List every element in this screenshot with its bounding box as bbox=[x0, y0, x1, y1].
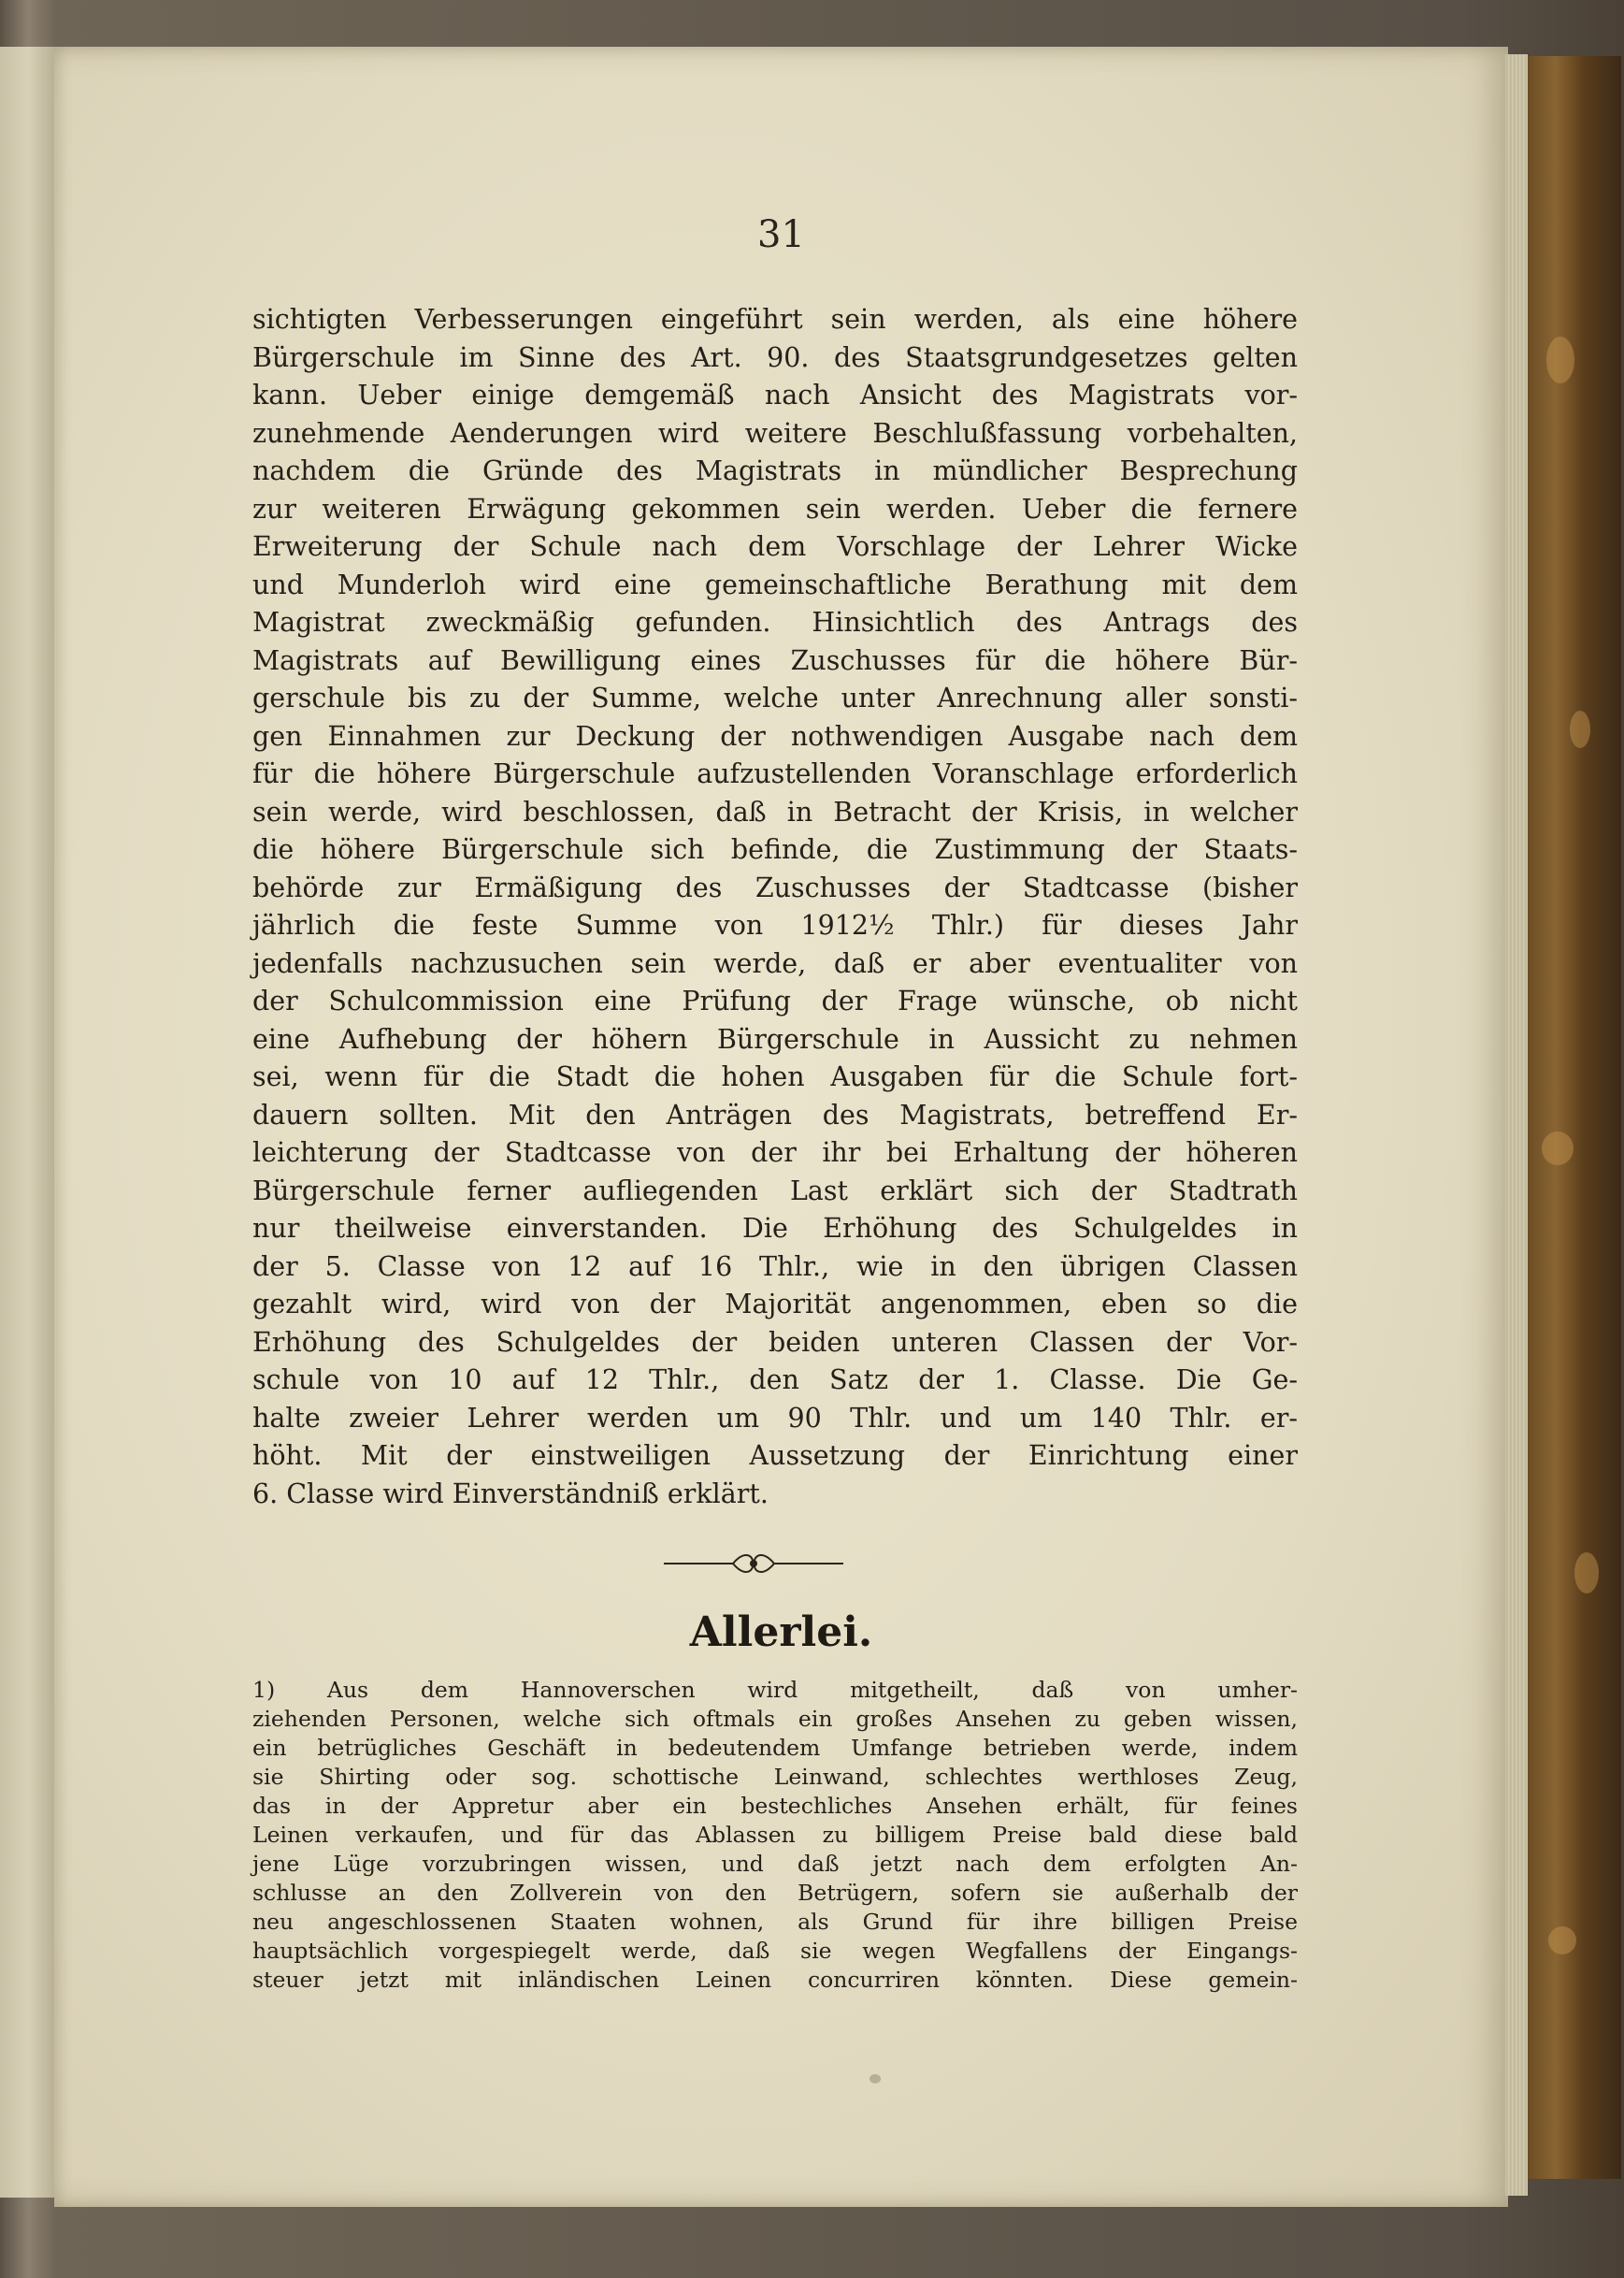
page-number: 31 bbox=[757, 213, 805, 256]
section-text-line: hauptsächlich vorgespiegelt werde, daß sie wegen Wegfallens der Eingangs- bbox=[252, 1938, 1298, 1964]
section-text-line: das in der Appretur aber ein bestechliches Ansehen erhält, für feines bbox=[252, 1793, 1298, 1819]
text-line: Erweiterung der Schule nach dem Vorschlage der Lehrer Wicke bbox=[252, 531, 1298, 562]
text-line: sein werde, wird beschlossen, daß in Betracht der Krisis, in welcher bbox=[252, 796, 1298, 828]
text-line: nachdem die Gründe des Magistrats in mündlicher Besprechung bbox=[252, 455, 1298, 486]
text-line: leichterung der Stadtcasse von der ihr bei Erhaltung der höheren bbox=[252, 1137, 1298, 1168]
section-text-line: schlusse an den Zollverein von den Betrügern, sofern sie außerhalb der bbox=[252, 1880, 1298, 1906]
text-line: für die höhere Bürgerschule aufzustellenden Voranschlage erforderlich bbox=[252, 758, 1298, 789]
text-line: Bürgerschule im Sinne des Art. 90. des Staatsgrundgesetzes gelten bbox=[252, 341, 1298, 373]
text-line: jedenfalls nachzusuchen sein werde, daß er aber eventualiter von bbox=[252, 947, 1298, 979]
section-text-line: jene Lüge vorzubringen wissen, und daß jetzt nach dem erfolgten An- bbox=[252, 1851, 1298, 1877]
section-text-line: 1) Aus dem Hannoverschen wird mitgetheilt, daß von umher- bbox=[252, 1677, 1298, 1703]
text-line: höht. Mit der einstweiligen Aussetzung der Einrichtung einer bbox=[252, 1440, 1298, 1471]
text-line: 6. Classe wird Einverständniß erklärt. bbox=[252, 1478, 769, 1509]
text-line: eine Aufhebung der höhern Bürgerschule in Aussicht zu nehmen bbox=[252, 1023, 1298, 1055]
text-line: die höhere Bürgerschule sich befinde, die Zustimmung der Staats- bbox=[252, 834, 1298, 865]
text-line: Magistrat zweckmäßig gefunden. Hinsichtlich des Antrags des bbox=[252, 607, 1298, 638]
main-text-block bbox=[252, 301, 1298, 1513]
facing-page-edge bbox=[0, 47, 56, 2198]
text-line: sichtigten Verbesserungen eingeführt sein werden, als eine höhere bbox=[252, 304, 1298, 335]
section-text-line: ein betrügliches Geschäft in bedeutendem Umfange betrieben werde, indem bbox=[252, 1735, 1298, 1761]
text-line: zur weiteren Erwägung gekommen sein werden. Ueber die fernere bbox=[252, 493, 1298, 525]
text-line: gen Einnahmen zur Deckung der nothwendigen Ausgabe nach dem bbox=[252, 720, 1298, 752]
book-cover-edge bbox=[1528, 56, 1621, 2179]
section-text-line: steuer jetzt mit inländischen Leinen concurriren könnten. Diese gemein- bbox=[252, 1967, 1298, 1993]
section-heading: Allerlei. bbox=[689, 1608, 873, 1656]
section-text-block bbox=[252, 1676, 1298, 1995]
text-line: gezahlt wird, wird von der Majorität angenommen, eben so die bbox=[252, 1289, 1298, 1319]
text-line: behörde zur Ermäßigung des Zuschusses der Stadtcasse (bisher bbox=[252, 872, 1298, 903]
section-text-line: Leinen verkaufen, und für das Ablassen zu billigem Preise bald diese bald bbox=[252, 1822, 1298, 1848]
text-line: der 5. Classe von 12 auf 16 Thlr., wie in den übrigen Classen bbox=[252, 1250, 1298, 1282]
section-divider-ornament bbox=[660, 1547, 847, 1580]
text-line: der Schulcommission eine Prüfung der Frage wünsche, ob nicht bbox=[252, 986, 1298, 1016]
text-line: jährlich die feste Summe von 1912½ Thlr.) für dieses Jahr bbox=[252, 910, 1298, 941]
text-line: gerschule bis zu der Summe, welche unter Anrechnung aller sonsti- bbox=[252, 683, 1298, 714]
text-line: Erhöhung des Schulgeldes der beiden unteren Classen der Vor- bbox=[252, 1326, 1298, 1358]
text-line: nur theilweise einverstanden. Die Erhöhung des Schulgeldes in bbox=[252, 1213, 1298, 1244]
text-line: dauern sollten. Mit den Anträgen des Magistrats, betreffend Er- bbox=[252, 1099, 1298, 1131]
text-line: schule von 10 auf 12 Thlr., den Satz der 1. Classe. Die Ge- bbox=[252, 1364, 1298, 1395]
text-line: Bürgerschule ferner aufliegenden Last erklärt sich der Stadtrath bbox=[252, 1175, 1298, 1206]
section-text-line: neu angeschlossenen Staaten wohnen, als Grund für ihre billigen Preise bbox=[252, 1909, 1298, 1935]
text-line: sei, wenn für die Stadt die hohen Ausgaben für die Schule fort- bbox=[252, 1061, 1298, 1092]
text-line: halte zweier Lehrer werden um 90 Thlr. und um 140 Thlr. er- bbox=[252, 1402, 1298, 1434]
section-text-line: sie Shirting oder sog. schottische Leinwand, schlechtes werthloses Zeug, bbox=[252, 1764, 1298, 1790]
book-page bbox=[54, 47, 1508, 2207]
section-text-line: ziehenden Personen, welche sich oftmals ein großes Ansehen zu geben wissen, bbox=[252, 1706, 1298, 1732]
text-line: Magistrats auf Bewilligung eines Zuschusses für die höhere Bür- bbox=[252, 644, 1298, 676]
text-line: zunehmende Aenderungen wird weitere Beschlußfassung vorbehalten, bbox=[252, 417, 1298, 449]
ink-smudge bbox=[869, 2074, 881, 2083]
text-line: kann. Ueber einige demgemäß nach Ansicht des Magistrats vor- bbox=[252, 380, 1298, 411]
page-stack-edges bbox=[1505, 54, 1528, 2196]
text-line: und Munderloh wird eine gemeinschaftliche Berathung mit dem bbox=[252, 569, 1298, 600]
